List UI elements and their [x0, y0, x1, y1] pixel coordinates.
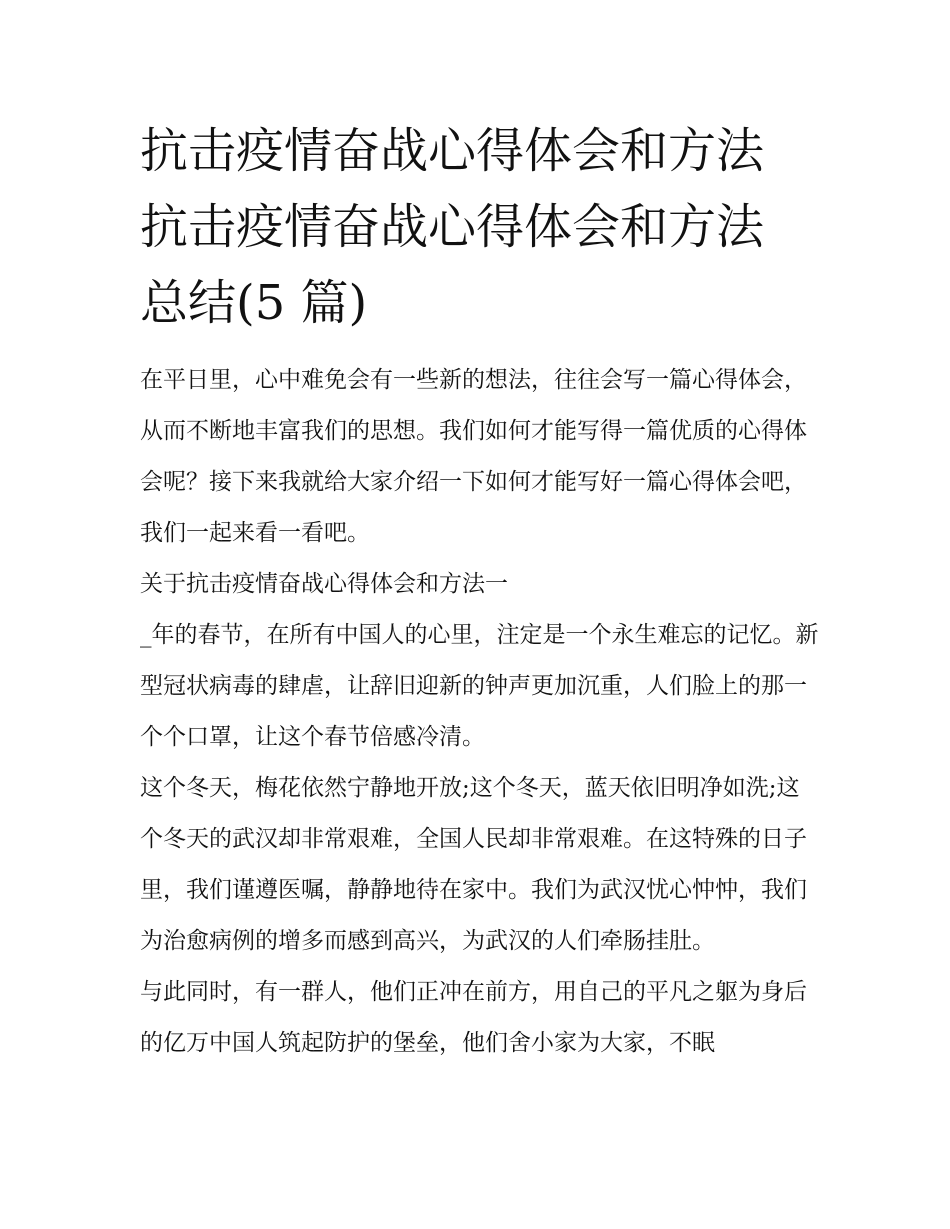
title-line-2: 抗击疫情奋战心得体会和方法 — [140, 199, 765, 255]
intro-paragraph: 在平日里，心中难免会有一些新的想法，往往会写一篇心得体会，从而不断地丰富我们的思想。我们如何才能写得一篇优质的心得体会呢？接下来我就给大家介绍一下如何才能写好一篇心得体会吧，我们一起来看一看吧。 — [140, 367, 807, 546]
document-title — [140, 113, 820, 341]
document-body — [140, 355, 820, 1069]
body-paragraph-3: 与此同时，有一群人，他们正冲在前方，用自己的平凡之躯为身后的亿万中国人筑起防护的堡垒，他们舍小家为大家，不眠 — [140, 979, 807, 1056]
section-heading: 关于抗击疫情奋战心得体会和方法一 — [140, 571, 508, 597]
title-line-3: 总结(5 篇) — [140, 275, 368, 331]
body-paragraph-1: _年的春节，在所有中国人的心里，注定是一个永生难忘的记忆。新型冠状病毒的肆虐，让辞旧迎新的钟声更加沉重，人们脸上的那一个个口罩，让这个春节倍感冷清。 — [140, 622, 819, 750]
title-line-1: 抗击疫情奋战心得体会和方法 — [140, 123, 765, 179]
body-paragraph-2: 这个冬天，梅花依然宁静地开放;这个冬天，蓝天依旧明净如洗;这个冬天的武汉却非常艰难，全国人民却非常艰难。在这特殊的日子里，我们谨遵医嘱，静静地待在家中。我们为武汉忧心忡忡，我们为治愈病例的增多而感到高兴，为武汉的人们牵肠挂肚。 — [140, 775, 807, 954]
